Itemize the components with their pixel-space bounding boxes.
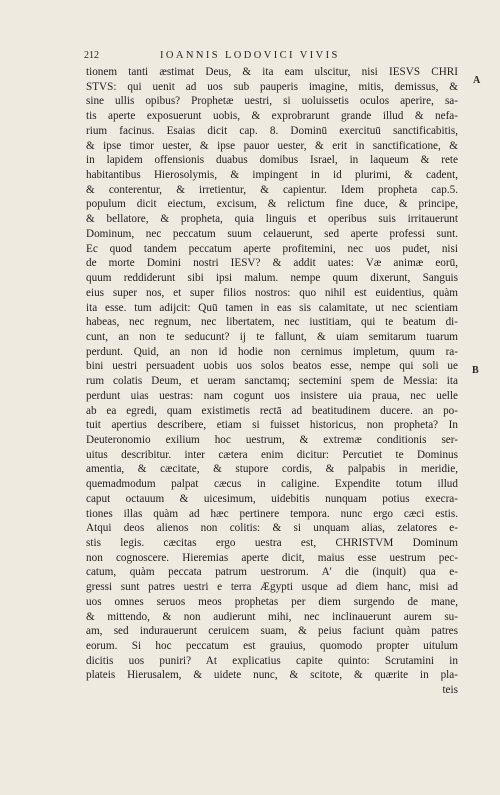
text-line: bini uestri persuadent uobis uos solos beatos esse, nempe qui soli ue: [86, 360, 458, 373]
text-line: tuit apertius describere, etiam si fuisset historicus, non propheta? In: [86, 419, 458, 432]
page-header: [84, 50, 474, 66]
text-line: & ipse timor uester, & ipse pauor uester, & erit in sanctificatione, &: [86, 139, 458, 152]
page-number: 212: [84, 50, 99, 61]
text-line: gressi sunt patres uestri e terra Ægypti usque ad diem hanc, misi ad: [86, 581, 458, 594]
text-line: catum, quàm peccata patrum uestrorum. A' die (inquit) qua e-: [86, 566, 458, 579]
marginal-letter-b: B: [472, 365, 479, 376]
text-line: tionem tanti æstimat Deus, & ita eam ulscitur, nisi IESVS CHRI: [86, 66, 458, 78]
text-line: Dominum, nec peccatum suum celauerunt, sed aperte professi sunt.: [86, 227, 458, 240]
text-line: populum dicit eiectum, excisum, & relictum fine duce, & principe,: [86, 198, 458, 211]
text-line: caput octauum & uicesimum, uidebitis nunquam potius execra-: [86, 492, 458, 505]
text-line: in lapidem offensionis duabus domibus Israel, in laqueum & rete: [86, 154, 458, 167]
text-line: quemadmodum palpat cæcus in caligine. Expendite totum illud: [86, 478, 458, 491]
text-line: perdunt. Quid, an non id hodie non cernimus impletum, quum ra-: [86, 345, 458, 358]
text-line: stis legis. cæcitas ergo uestra est, CHRISTVM Dominum: [86, 537, 458, 549]
text-line: amentia, & cæcitate, & stupore cordis, & palpabis in meridie,: [86, 463, 458, 476]
text-line: teis: [442, 684, 458, 697]
running-head: IOANNIS LODOVICI VIVIS: [160, 50, 340, 61]
marginal-letter-a: A: [473, 75, 481, 86]
text-line: & bellatore, & propheta, quia linguis et operibus suis irritauerunt: [86, 213, 458, 226]
text-line: dicitis uos puniri? At explicatius capite quinto: Scrutamini in: [86, 654, 458, 667]
text-line: & conterentur, & irretientur, & capientur. Idem propheta cap.5.: [86, 183, 458, 196]
text-line: am, sed indurauerunt ceruicem suam, & peius faciunt quàm patres: [86, 625, 458, 638]
text-line: tis aperte exposuerunt uobis, & exprobrarunt grande illud & nefa-: [86, 110, 458, 123]
text-line: Atqui deos alienos non colitis: & si unquam alias, zelatores e-: [86, 522, 458, 535]
text-line: sine ullis opibus? Prophetæ uestri, si uoluissetis oculos aperire, sa-: [86, 95, 458, 108]
text-line: de morte Domini nostri IESV? & addit uates: Væ animæ eorū,: [86, 257, 458, 270]
text-line: ita esse. tum adijcit: Quū tamen in eas sis calamitate, ut nec scientiam: [86, 301, 458, 314]
text-line: cunt, an non te seducunt? ij te fallunt, & uiam semitarum tuarum: [86, 330, 458, 343]
text-line: rium facinus. Esaias dicit cap. 8. Dominū exercituū sanctificabitis,: [86, 124, 458, 137]
text-line: eius super nos, et super filios nostros: quo nihil est euidentius, quàm: [86, 286, 458, 299]
text-line: tiones illas quàm ad hæc pertinere tempora. nunc ergo cæci estis.: [86, 507, 458, 520]
text-line: plateis Hierusalem, & uidete nunc, & scitote, & quærite in pla-: [86, 669, 458, 682]
text-line: & mittendo, & non audierunt mihi, nec inclinauerunt aurem su-: [86, 610, 458, 623]
body-text: [86, 65, 458, 698]
text-line: Deuteronomio exilium hoc uestrum, & extremæ conditionis ser-: [86, 433, 458, 446]
text-line: perdunt uias uestras: nam cogunt uos insistere uia praua, nec uelle: [86, 389, 458, 402]
text-line: eorum. Si hoc peccatum est grauius, quomodo propter uitulum: [86, 640, 458, 653]
text-line: non cognoscere. Hieremias aperte dicit, maius esse uestrum pec-: [86, 551, 458, 564]
text-line: quum reddiderunt sibi ipsi malum. nempe quum dixerunt, Sanguis: [86, 272, 458, 285]
text-line: uitus describitur. inter cætera enim dicitur: Percutiet te Dominus: [86, 448, 458, 461]
text-line: Ec quod tandem peccatum aperte profitemini, nec uos pudet, nisi: [86, 242, 458, 255]
text-line: habitantibus Hierosolymis, & impingent in id plurimi, & cadent,: [86, 169, 458, 182]
text-line: rum colatis Deum, et ueram sanctamq; sectemini spem de Messia: ita: [86, 375, 458, 388]
text-line: STVS: qui uenit ad uos sub pauperis imagine, mitis, demissus, &: [86, 80, 458, 93]
text-line: ab ea egredi, quam existimetis rectā ad beatitudinem ducere. an po-: [86, 404, 458, 417]
text-line: uos omnes seruos meos prophetas per diem surgendo de mane,: [86, 595, 458, 608]
text-line: habeas, nec regnum, nec libertatem, nec iustitiam, qui te beatum di-: [86, 316, 458, 329]
